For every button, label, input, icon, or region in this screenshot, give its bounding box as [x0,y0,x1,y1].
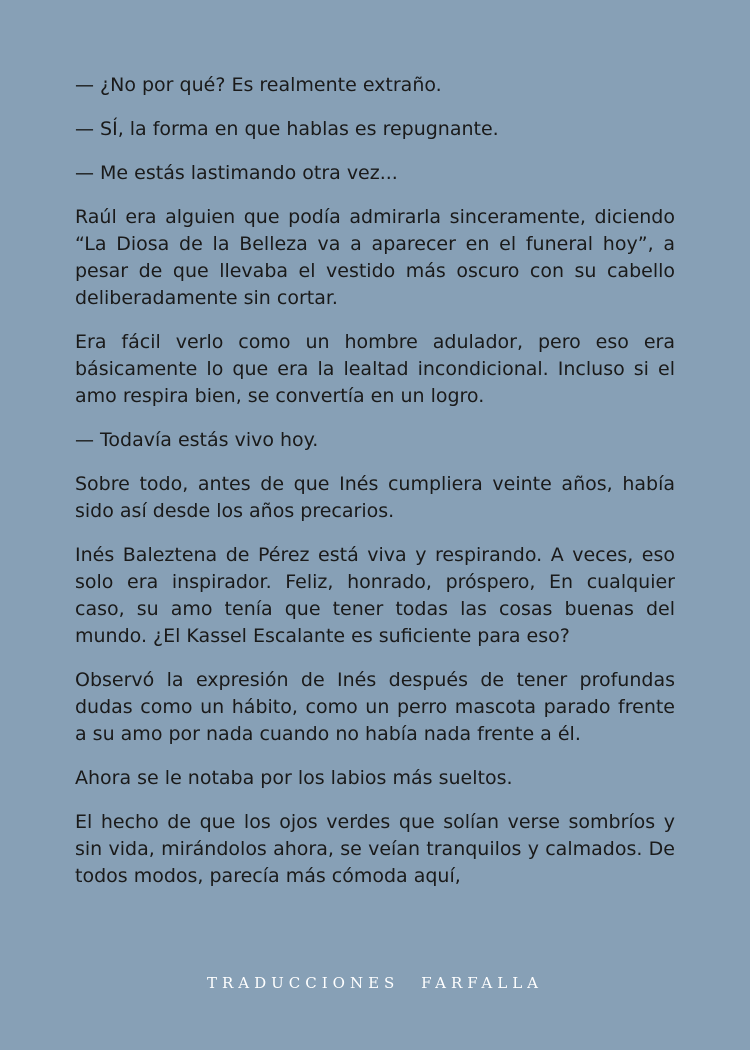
paragraph-dialogue-1: — ¿No por qué? Es realmente extraño. [75,74,442,96]
paragraph-dialogue-2: — SÍ, la forma en que hablas es repugnante. [75,118,499,140]
paragraph-dialogue-4: — Todavía estás vivo hoy. [75,429,319,451]
paragraph-dialogue-3: — Me estás lastimando otra vez... [75,162,398,184]
footer-credit: TRADUCCIONES FARFALLA [206,974,544,992]
paragraph-ines-viva: Inés Baleztena de Pérez está viva y respirando. A veces, eso solo era inspirador. Feliz, honrado, próspero, En cualquier caso, su amo tenía que tener todas las cosas buenas del mundo. ¿El Kassel Escalante es suficiente para eso? [75,544,675,647]
paragraph-raul: Raúl era alguien que podía admirarla sinceramente, diciendo “La Diosa de la Belleza va a aparecer en el funeral hoy”, a pesar de que llevaba el vestido más oscuro con su cabello deliberadamente sin cortar. [75,206,675,309]
paragraph-labios: Ahora se le notaba por los labios más sueltos. [75,767,513,789]
paragraph-ojos-verdes: El hecho de que los ojos verdes que solían verse sombríos y sin vida, mirándolos ahora, se veían tranquilos y calmados. De todos modos, parecía más cómoda aquí, [75,811,675,887]
paragraph-sobre-todo: Sobre todo, antes de que Inés cumpliera veinte años, había sido así desde los años precarios. [75,473,675,522]
document-body [75,72,675,907]
paragraph-adulador: Era fácil verlo como un hombre adulador, pero eso era básicamente lo que era la lealtad incondicional. Incluso si el amo respira bien, se convertía en un logro. [75,331,675,407]
paragraph-observo: Observó la expresión de Inés después de tener profundas dudas como un hábito, como un perro mascota parado frente a su amo por nada cuando no había nada frente a él. [75,669,675,745]
